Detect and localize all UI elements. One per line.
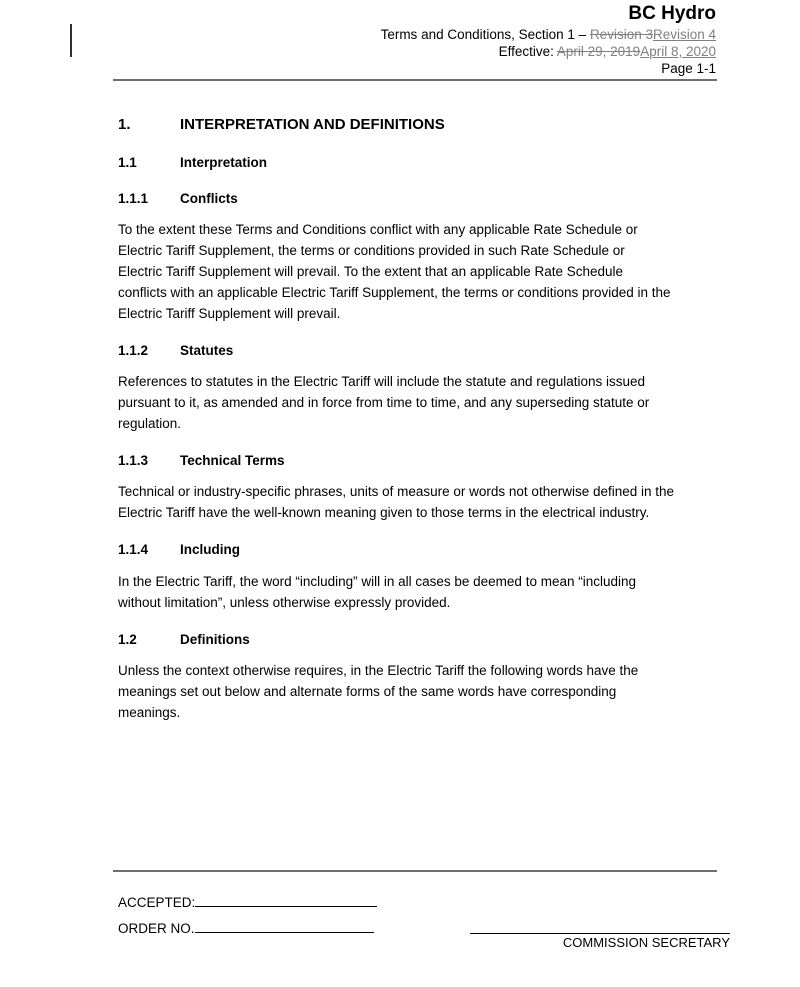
effective-date-line	[381, 43, 716, 60]
paragraph-technical-terms: Technical or industry-specific phrases, units of measure or words not otherwise defined in the Electric Tariff have the well-known meaning given to those terms in the electrical industry.	[118, 484, 675, 520]
footer-divider	[113, 870, 717, 872]
header-divider	[113, 79, 717, 81]
section-heading-1-1	[118, 154, 716, 171]
section-heading-1	[118, 116, 716, 134]
heading-title: INTERPRETATION AND DEFINITIONS	[180, 116, 445, 133]
order-no-label: ORDER NO.	[118, 921, 195, 936]
effective-date-deleted: April 29, 2019	[556, 44, 641, 59]
heading-title: Technical Terms	[180, 453, 285, 468]
section-heading-1-2	[118, 631, 716, 648]
company-name: BC Hydro	[628, 3, 716, 24]
page-header	[381, 2, 716, 77]
commission-secretary-label: COMMISSION SECRETARY	[562, 935, 730, 950]
accepted-signature-line	[195, 894, 377, 907]
paragraph-including: In the Electric Tariff, the word “including” will in all cases be deemed to mean “including without limitation”, unless otherwise expressly provided.	[118, 574, 637, 610]
page-number: Page 1-1	[661, 61, 716, 76]
section-heading-1-1-3	[118, 452, 716, 469]
section-heading-1-1-1	[118, 190, 716, 207]
accepted-label: ACCEPTED:	[118, 895, 196, 910]
heading-number: 1.1.2	[118, 343, 149, 358]
heading-number: 1.2	[118, 632, 137, 647]
heading-number: 1.1	[118, 155, 137, 170]
revision-change-bar	[70, 24, 72, 57]
document-title-line	[381, 26, 716, 43]
heading-title: Conflicts	[180, 191, 238, 206]
document-title-prefix: Terms and Conditions, Section 1 –	[380, 27, 590, 42]
paragraph-conflicts: To the extent these Terms and Conditions conflict with any applicable Rate Schedule or Electric Tariff Supplement, the terms or conditions provided in such Rate Schedule or Electric Tariff Supplement will prevail. To the extent that an applicable Rate Schedule conflicts with an applicable Electric Tariff Supplement, the terms or conditions provided in the Electric Tariff Supplement will prevail.	[118, 222, 671, 321]
revision-deleted: Revision 3	[589, 27, 653, 42]
commission-signature-block	[470, 933, 730, 950]
section-heading-1-1-4	[118, 541, 716, 558]
commission-signature-line	[470, 933, 730, 934]
paragraph-statutes: References to statutes in the Electric Tariff will include the statute and regulations issued pursuant to it, as amended and in force from time to time, and any superseding statute or regulation.	[118, 374, 650, 431]
effective-prefix: Effective:	[498, 44, 557, 59]
heading-number: 1.1.1	[118, 191, 149, 206]
accepted-row	[118, 894, 377, 911]
section-heading-1-1-2	[118, 342, 716, 359]
heading-number: 1.	[118, 116, 131, 133]
heading-number: 1.1.3	[118, 453, 149, 468]
heading-title: Statutes	[180, 343, 234, 358]
order-no-signature-line	[195, 920, 374, 933]
heading-title: Definitions	[180, 632, 250, 647]
revision-inserted: Revision 4	[652, 27, 716, 42]
heading-title: Including	[180, 542, 240, 557]
order-no-row	[118, 920, 374, 937]
paragraph-definitions: Unless the context otherwise requires, in the Electric Tariff the following words have the meanings set out below and alternate forms of the same words have corresponding meanings.	[118, 663, 639, 720]
heading-title: Interpretation	[180, 155, 268, 170]
heading-number: 1.1.4	[118, 542, 149, 557]
effective-date-inserted: April 8, 2020	[640, 44, 716, 59]
